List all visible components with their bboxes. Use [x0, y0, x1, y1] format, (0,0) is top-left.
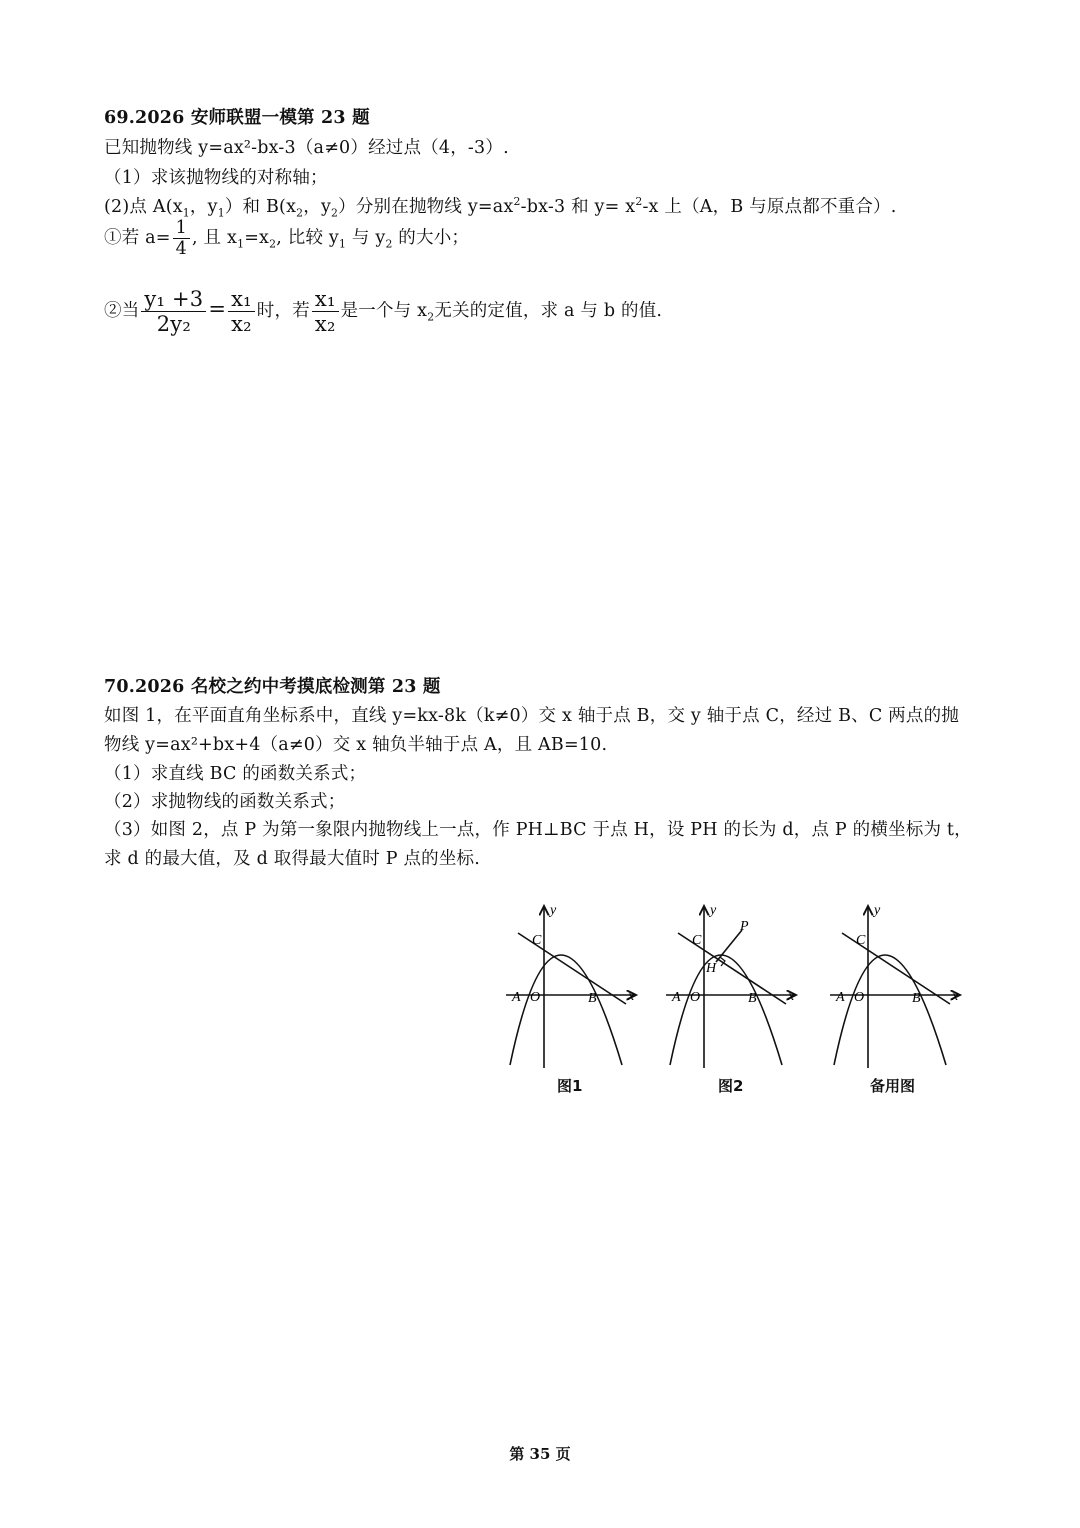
- figure-2: [660, 900, 810, 1095]
- q70-part3: （3）如图 2，点 P 为第一象限内抛物线上一点，作 PH⊥BC 于点 H，设 PH 的长为 d，点 P 的横坐标为 t，: [104, 820, 972, 840]
- label-a: A: [672, 990, 681, 1005]
- label-x: x: [952, 989, 959, 1004]
- parabola: [834, 955, 946, 1065]
- label-x: x: [628, 989, 635, 1004]
- label-c: C: [692, 933, 702, 948]
- label-a: A: [512, 990, 521, 1005]
- q70-part1: （1）求直线 BC 的函数关系式；: [104, 764, 367, 784]
- q70-part4: 求 d 的最大值，及 d 取得最大值时 P 点的坐标.: [104, 849, 481, 869]
- q69-sub1: ①若 a= $\frac{1}{4}$ , 且 $x_1=x_2$, 比较 $y_1$ 与 $y_2$ 的大小；: [104, 218, 470, 260]
- label-y: y: [710, 903, 717, 918]
- page-number: 第 35 页: [509, 1445, 571, 1463]
- label-h: H: [706, 961, 717, 976]
- label-x: x: [788, 989, 795, 1004]
- label-c: C: [532, 933, 542, 948]
- label-a: A: [836, 990, 845, 1005]
- label-b: B: [748, 991, 757, 1006]
- figure-spare: [824, 900, 974, 1095]
- caption-figure-2: 图2: [718, 1077, 744, 1095]
- fraction-y1-plus-3-over-2y2: $\frac{\text{y₁ +3}}{\text{2y₂}}$: [141, 287, 206, 336]
- label-p: P: [740, 919, 749, 934]
- label-y: y: [874, 903, 881, 918]
- fraction-one-quarter: $\frac{1}{4}$: [173, 218, 190, 259]
- label-c: C: [856, 933, 866, 948]
- label-o: O: [690, 990, 701, 1005]
- label-y: y: [550, 903, 557, 918]
- q69-title: 69.2026 安师联盟一模第 23 题: [104, 108, 370, 128]
- q70-statement-line2: 物线 y=ax²+bx+4（a≠0）交 x 轴负半轴于点 A，且 AB=10.: [104, 735, 608, 755]
- label-o: O: [854, 990, 865, 1005]
- q69-sub2: ②当 $\frac{\text{y₁ +3}}{\text{2y₂}}$ = $\frac{\text{x₁}}{\text{x₂}}$ 时，若 $\frac{\text{x₁}}{\text{x₂}}$ 是一个与 $x_2$无关的定值，求 a 与 b 的值.: [104, 287, 663, 337]
- q70-title: 70.2026 名校之约中考摸底检测第 23 题: [104, 677, 441, 697]
- label-o: O: [530, 990, 541, 1005]
- label-b: B: [912, 991, 921, 1006]
- fraction-x1-over-x2-second: $\frac{\text{x₁}}{\text{x₂}}$: [312, 287, 339, 336]
- q70-part2: （2）求抛物线的函数关系式；: [104, 792, 346, 812]
- label-b: B: [588, 991, 597, 1006]
- q69-part2: (2)点 $A(x_1$，$y_1$）和 $B(x_2$，$y_2$）分别在抛物线 $y=ax^2-bx-3$ 和 $y= x^2-x$ 上（A，B 与原点都不重合）.: [104, 195, 897, 220]
- parabola: [510, 955, 622, 1065]
- q70-statement-line1: 如图 1，在平面直角坐标系中，直线 y=kx-8k（k≠0）交 x 轴于点 B，交 y 轴于点 C，经过 B、C 两点的抛: [104, 706, 959, 726]
- caption-figure-spare: 备用图: [870, 1077, 916, 1095]
- q69-part1: （1）求该抛物线的对称轴；: [104, 168, 328, 188]
- caption-figure-1: 图1: [557, 1077, 583, 1095]
- fraction-x1-over-x2: $\frac{\text{x₁}}{\text{x₂}}$: [228, 287, 255, 336]
- q69-statement: 已知抛物线 y=ax²-bx-3（a≠0）经过点（4，-3）.: [104, 138, 509, 158]
- figure-1: [500, 900, 650, 1095]
- parabola: [670, 955, 782, 1065]
